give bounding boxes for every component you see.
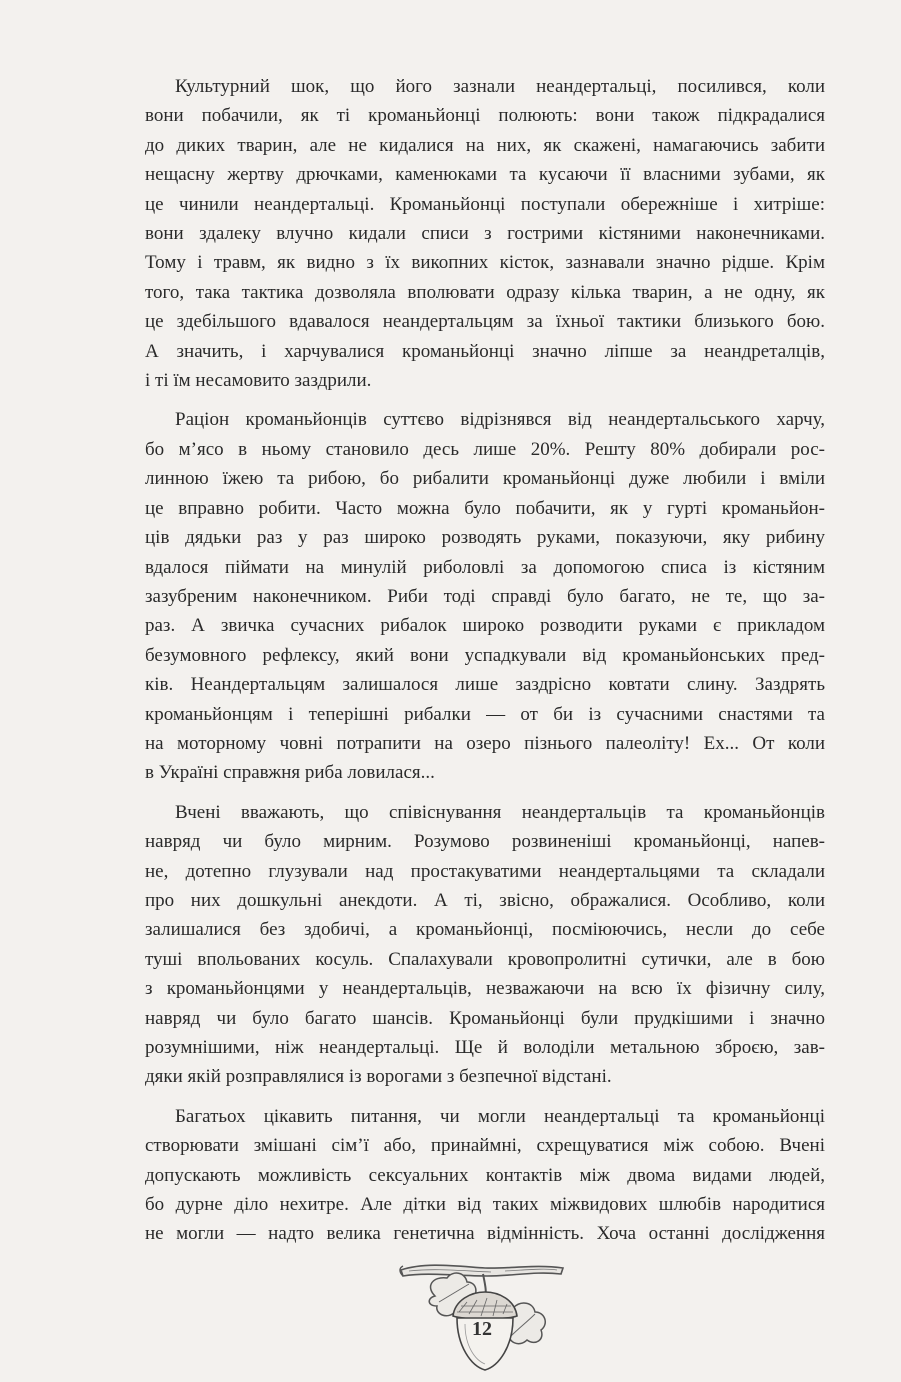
text-line: не могли — надто велика генетична відмінність. Хоча останні дослідження xyxy=(145,1223,825,1245)
text-line: туші впольованих косуль. Спалахували кровопролитні сутички, але в бою xyxy=(145,948,825,970)
text-line: ків. Неандертальцям залишалося лише заздрісно ковтати слину. Заздрять xyxy=(145,674,825,696)
text-line: зазубреним наконечником. Риби тоді справді було багато, не те, що за- xyxy=(145,585,825,607)
text-line: Тому і травм, як видно з їх викопних кісток, зазнавали значно рідше. Крім xyxy=(145,252,825,274)
body-text xyxy=(145,72,825,1259)
text-line: бо дурне діло нехитре. Але дітки від таких міжвидових шлюбів народитися xyxy=(145,1194,825,1216)
text-line: створювати змішані сім’ї або, принаймні, схрещуватися між собою. Вчені xyxy=(145,1135,825,1157)
text-line: вони побачили, як ті кроманьйонці полюють: вони також підкрадалися xyxy=(145,105,825,127)
text-line: раз. А звичка сучасних рибалок широко розводити руками є прикладом xyxy=(145,615,825,637)
text-line: А значить, і харчувалися кроманьйонці значно ліпше за неандреталців, xyxy=(145,340,825,362)
text-line: бо м’ясо в ньому становило десь лише 20%. Решту 80% добирали рос- xyxy=(145,438,825,460)
text-line: розумнішими, ніж неандертальці. Ще й володіли метальною зброєю, зав- xyxy=(145,1037,825,1058)
text-line: Багатьох цікавить питання, чи могли неандертальці та кроманьйонці xyxy=(175,1105,825,1127)
text-line: вдалося піймати на минулій риболовлі за допомогою списа із кістяним xyxy=(145,556,825,578)
text-line: і ті їм несамовито заздрили. xyxy=(145,370,372,392)
text-line: ців дядьки раз у раз широко розводять руками, показуючи, яку рибину xyxy=(145,527,825,549)
paragraph xyxy=(145,798,825,1092)
paragraph xyxy=(145,1102,825,1249)
text-line: в Україні справжня риба ловилася... xyxy=(145,762,435,784)
text-line: залишалися без здобичі, а кроманьйонці, посміюючись, несли до себе xyxy=(145,919,825,941)
acorn-branch-icon xyxy=(395,1256,570,1374)
page-number: 12 xyxy=(472,1318,492,1340)
text-line: це здебільшого вдавалося неандертальцям за їхньої тактики близького бою. xyxy=(145,311,825,333)
text-line: навряд чи було багато шансів. Кроманьйонці були прудкішими і значно xyxy=(145,1007,825,1029)
text-line: линною їжею та рибою, бо рибалити кроманьйонці дуже любили і вміли xyxy=(145,468,825,490)
text-line: того, така тактика дозволяла вполювати одразу кілька тварин, а не одну, як xyxy=(145,281,825,303)
text-line: кроманьйонцям і теперішні рибалки — от би із сучасними снастями та xyxy=(145,703,825,725)
text-line: на моторному човні потрапити на озеро пізнього палеоліту! Ех... От коли xyxy=(145,732,825,754)
text-line: вони здалеку влучно кидали списи з гострими кістяними наконечниками. xyxy=(145,223,825,245)
text-line: Раціон кроманьйонців суттєво відрізнявся від неандертальського харчу, xyxy=(175,409,825,431)
text-line: допускають можливість сексуальних контактів між двома видами людей, xyxy=(145,1164,825,1186)
text-line: Вчені вважають, що співіснування неандертальців та кроманьйонців xyxy=(175,801,825,823)
text-line: це чинили неандертальці. Кроманьйонці поступали обережніше і хитріше: xyxy=(145,193,825,215)
text-line: Культурний шок, що його зазнали неандертальці, посилився, коли xyxy=(175,76,825,97)
paragraph xyxy=(145,405,825,787)
text-line: безумовного рефлексу, який вони успадкували від кроманьйонських пред- xyxy=(145,644,825,666)
text-line: це вправно робити. Часто можна було побачити, як у гурті кроманьйон- xyxy=(145,497,825,519)
paragraph xyxy=(145,72,825,395)
text-line: про них дошкульні анекдоти. А ті, звісно, ображалися. Особливо, коли xyxy=(145,889,825,911)
text-line: нещасну жертву дрючками, каменюками та кусаючи її власними зубами, як xyxy=(145,164,825,186)
text-line: до диких тварин, але не кидалися на них, як скажені, намагаючись забити xyxy=(145,134,825,156)
text-line: не, дотепно глузували над простакуватими неандертальцями та складали xyxy=(145,860,825,882)
text-line: з кроманьйонцями у неандертальців, незважаючи на всю їх фізичну силу, xyxy=(145,978,825,1000)
text-line: дяки якій розправлялися із ворогами з безпечної відстані. xyxy=(145,1066,612,1088)
text-line: навряд чи було мирним. Розумово розвиненіші кроманьйонці, напев- xyxy=(145,831,825,853)
